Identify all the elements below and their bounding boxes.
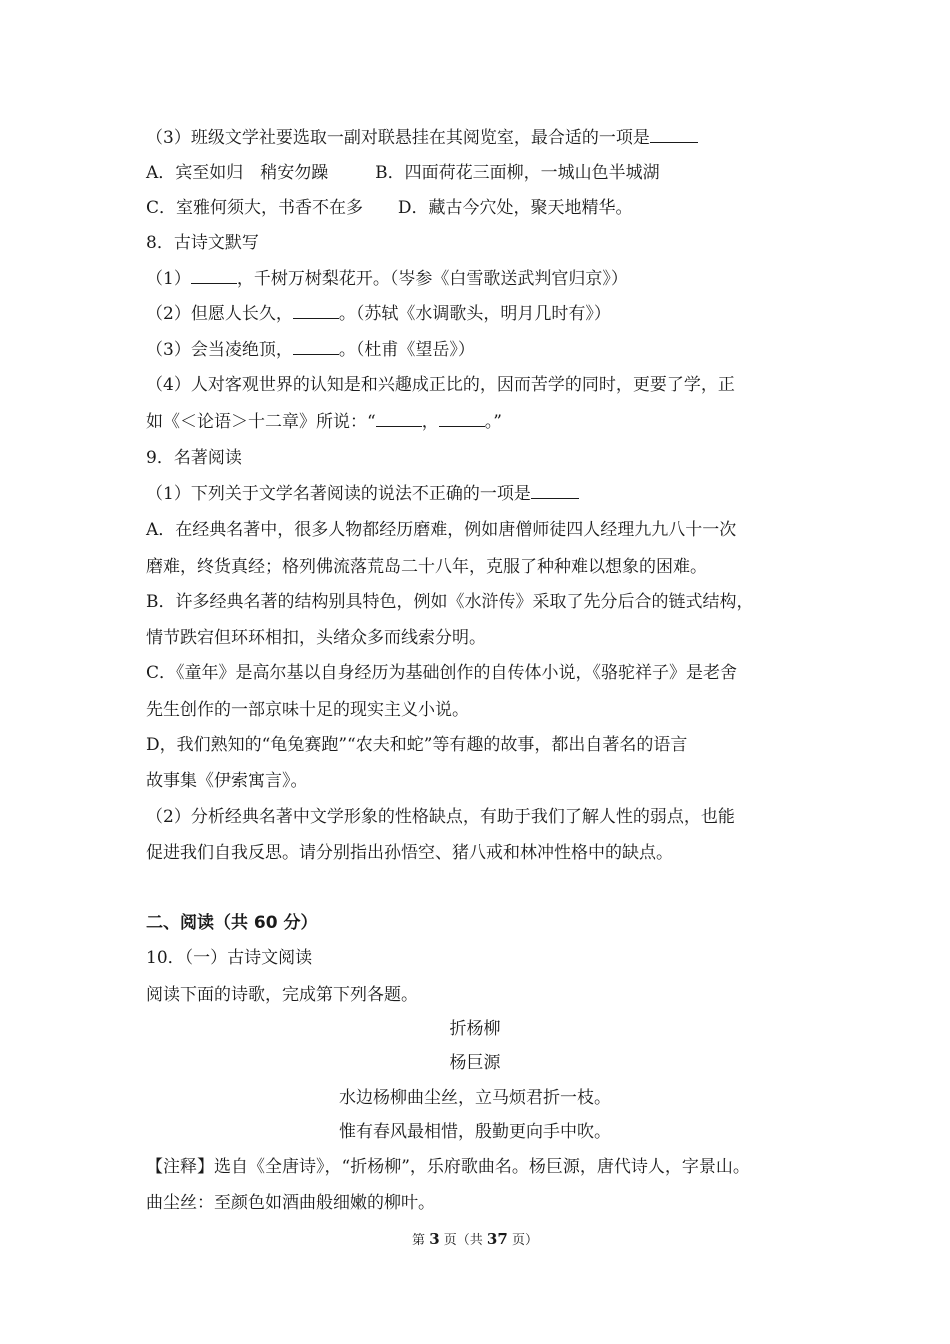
- poem-line-2: 惟有春风最相惜，殷勤更向手中吹。: [339, 1122, 611, 1142]
- q7-3-option-a: A．宾至如归 稍安勿躁: [146, 163, 329, 183]
- poem-author: 杨巨源: [449, 1053, 501, 1073]
- page-footer: 第 3 页（共 37 页）: [412, 1230, 538, 1248]
- q9-option-c-line2: 先生创作的一部京味十足的现实主义小说。: [146, 700, 469, 720]
- answer-blank: [191, 267, 237, 284]
- q8-item-4-line2: 如《＜论语＞十二章》所说：“ ， 。”: [146, 412, 502, 432]
- q9-title: 9．名著阅读: [146, 448, 242, 468]
- q9-option-a-line2: 磨难，终货真经；格列佛流落荒岛二十八年，克服了种种难以想象的困难。: [146, 557, 707, 577]
- poem-note-line1: 【注释】选自《全唐诗》，“折杨柳”，乐府歌曲名。杨巨源，唐代诗人，字景山。: [146, 1157, 750, 1177]
- page-number: 3: [429, 1230, 440, 1248]
- q8-item-3: （3）会当凌绝顶， 。（杜甫《望岳》）: [146, 340, 475, 360]
- poem-title: 折杨柳: [449, 1019, 501, 1039]
- q9-sub1: （1）下列关于文学名著阅读的说法不正确的一项是: [146, 482, 579, 506]
- answer-blank: [293, 302, 339, 319]
- q9-option-b-line1: B．许多经典名著的结构别具特色，例如《水浒传》采取了先分后合的链式结构，: [146, 592, 754, 612]
- q10-instruction: 阅读下面的诗歌，完成第下列各题。: [146, 985, 418, 1005]
- q7-3-stem-line: [146, 126, 698, 150]
- q7-3-options-ab: [146, 161, 660, 185]
- q9-option-d-line1: D，我们熟知的“龟兔赛跑”“农夫和蛇”等有趣的故事，都出自著名的语言: [146, 735, 688, 755]
- q9-option-c-line1: C．《童年》是高尔基以自身经历为基础创作的自传体小说，《骆驼祥子》是老舍: [146, 663, 738, 683]
- q9-sub2-line1: （2）分析经典名著中文学形象的性格缺点，有助于我们了解人性的弱点，也能: [146, 807, 735, 827]
- answer-blank: [439, 410, 485, 427]
- q8-title: 8．古诗文默写: [146, 233, 259, 253]
- poem-line-1: 水边杨柳曲尘丝，立马烦君折一枝。: [339, 1088, 611, 1108]
- section-heading: 二、阅读（共 60 分）: [146, 913, 318, 933]
- q8-item-1: （1） ，千树万树梨花开。（岑参《白雪歌送武判官归京》）: [146, 269, 628, 289]
- q9-option-a-line1: A．在经典名著中，很多人物都经历磨难，例如唐僧师徒四人经理九九八十一次: [146, 520, 737, 540]
- q9-option-b-line2: 情节跌宕但环环相扣，头绪众多而线索分明。: [146, 628, 486, 648]
- page-total: 37: [486, 1230, 508, 1248]
- q7-3-option-c: C．室雅何须大，书香不在多: [146, 198, 364, 218]
- answer-blank: [531, 482, 579, 499]
- answer-blank: [376, 410, 422, 427]
- answer-blank: [650, 126, 698, 143]
- poem-note-line2: 曲尘丝：至颜色如酒曲般细嫩的柳叶。: [146, 1193, 435, 1213]
- q8-item-2: （2）但愿人长久， 。（苏轼《水调歌头，明月几时有》）: [146, 304, 611, 324]
- q7-3-stem: （3）班级文学社要选取一副对联悬挂在其阅览室，最合适的一项是: [146, 128, 650, 148]
- q9-sub2-line2: 促进我们自我反思。请分别指出孙悟空、猪八戒和林冲性格中的缺点。: [146, 843, 673, 863]
- q7-3-options-cd: [146, 196, 632, 220]
- answer-blank: [293, 338, 339, 355]
- q9-option-d-line2: 故事集《伊索寓言》。: [146, 771, 308, 791]
- q7-3-option-b: B．四面荷花三面柳，一城山色半城湖: [375, 163, 660, 183]
- q8-item-4-line1: （4）人对客观世界的认知是和兴趣成正比的，因而苦学的同时，更要了学，正: [146, 375, 735, 395]
- q10-title: 10．（一）古诗文阅读: [146, 948, 313, 968]
- q7-3-option-d: D．藏古今穴处，聚天地精华。: [397, 198, 633, 218]
